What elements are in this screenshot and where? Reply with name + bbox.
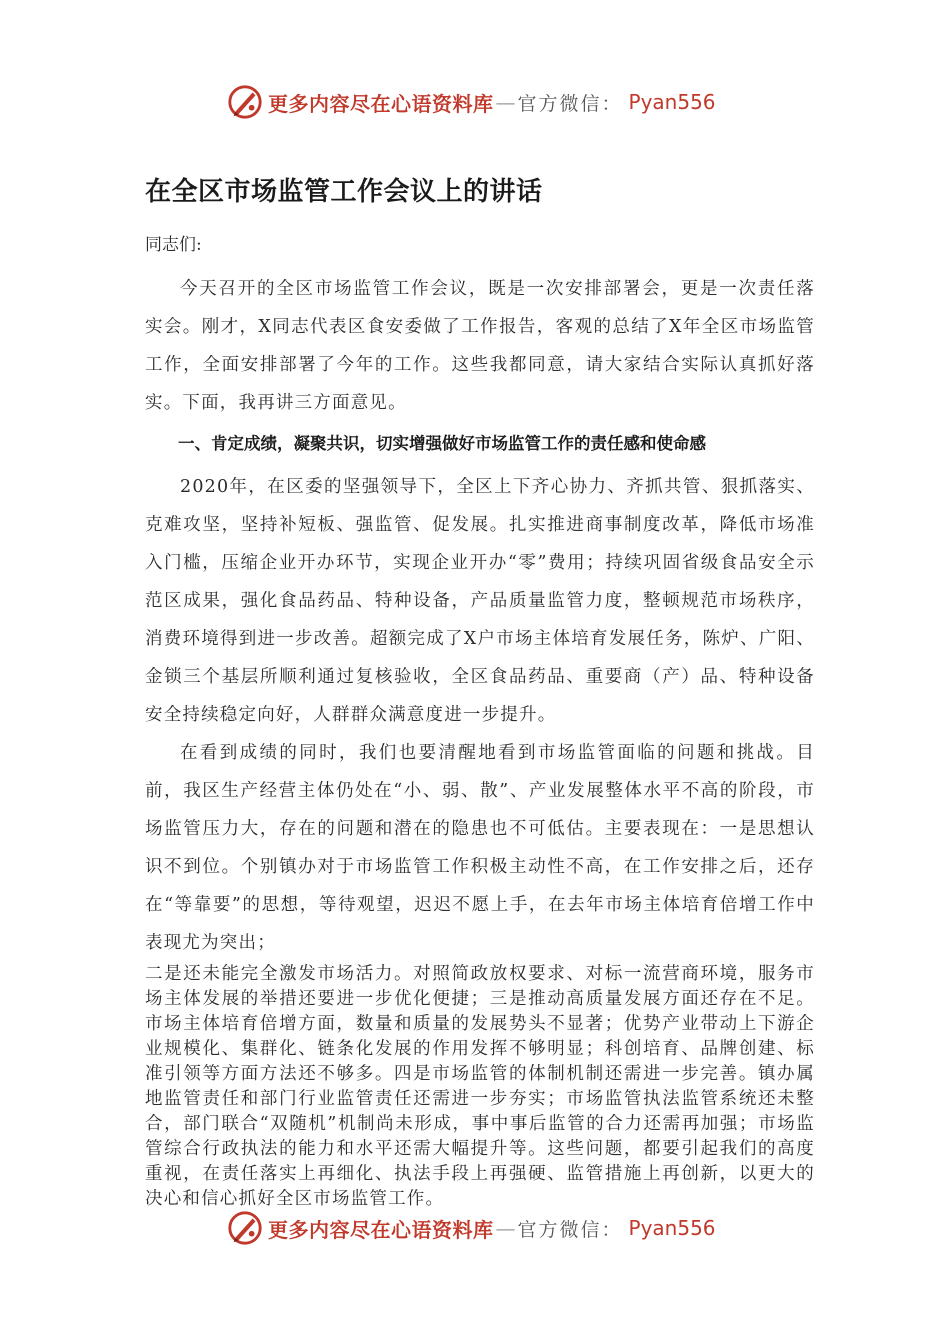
problems-paragraph-part1: 在看到成绩的同时，我们也要清醒地看到市场监管面临的问题和挑战。目前，我区生产经营主体仍处在“小、弱、散”、产业发展整体水平不高的阶段，市场监管压力大，存在的问题和潜在的隐患也不可低估。主要表现在：一是思想认识不到位。个别镇办对于市场监管工作积极主动性不高，在工作安排之后，还存在“等靠要”的思想，等待观望，迟迟不愿上手，在去年市场主体培育倍增工作中表现尤为突出；	[145, 743, 815, 953]
banner-wechat-id: Pyan556	[628, 90, 716, 114]
banner-separator: —	[495, 1216, 516, 1240]
salutation: 同志们:	[145, 235, 202, 255]
banner-wechat-label: 官方微信：	[517, 92, 623, 115]
banner-separator: —	[495, 90, 516, 114]
problems-paragraph-part2: 二是还未能完全激发市场活力。对照简政放权要求、对标一流营商环境，服务市场主体发展的举措还要进一步优化便捷；三是推动高质量发展方面还存在不足。市场主体培育倍增方面，数量和质量的发展势头不显著；优势产业带动上下游企业规模化、集群化、链条化发展的作用发挥不够明显；科创培育、品牌创建、标准引领等方面方法还不够多。四是市场监管的体制机制还需进一步完善。镇办属地监管责任和部门行业监管责任还需进一步夯实；市场监管执法监管系统还未整合，部门联合“双随机”机制尚未形成，事中事后监管的合力还需再加强；市场监管综合行政执法的能力和水平还需大幅提升等。这些问题，都要引起我们的高度重视，在责任落实上再细化、执法手段上再强硬、监管措施上再创新，以更大的决心和信心抓好全区市场监管工作。	[145, 964, 815, 1209]
footer-banner	[226, 1208, 746, 1248]
banner-text: 更多内容尽在心语资料库	[268, 1217, 494, 1242]
pen-seal-logo-icon	[226, 83, 264, 121]
intro-paragraph: 今天召开的全区市场监管工作会议，既是一次安排部署会，更是一次责任落实会。刚才，X同志代表区食安委做了工作报告，客观的总结了X年全区市场监管工作，全面安排部署了今年的工作。这些我都同意，请大家结合实际认真抓好落实。下面，我再讲三方面意见。	[145, 279, 815, 413]
page-title: 在全区市场监管工作会议上的讲话	[145, 177, 543, 207]
banner-wechat-id: Pyan556	[628, 1216, 716, 1240]
document-body	[145, 172, 815, 1212]
section-heading-1: 一、肯定成绩，凝聚共识，切实增强做好市场监管工作的责任感和使命感	[178, 434, 706, 453]
banner-text: 更多内容尽在心语资料库	[268, 91, 494, 116]
achievements-paragraph: 2020年，在区委的坚强领导下，全区上下齐心协力、齐抓共管、狠抓落实、克难攻坚，坚持补短板、强监管、促发展。扎实推进商事制度改革，降低市场准入门槛，压缩企业开办环节，实现企业开办“零”费用；持续巩固省级食品安全示范区成果，强化食品药品、特种设备，产品质量监管力度，整顿规范市场秩序，消费环境得到进一步改善。超额完成了X户市场主体培育发展任务，陈炉、广阳、金锁三个基层所顺利通过复核验收，全区食品药品、重要商（产）品、特种设备安全持续稳定向好，人群群众满意度进一步提升。	[145, 477, 815, 725]
header-banner	[226, 82, 746, 122]
pen-seal-logo-icon	[226, 1209, 264, 1247]
banner-wechat-label: 官方微信：	[517, 1218, 623, 1241]
